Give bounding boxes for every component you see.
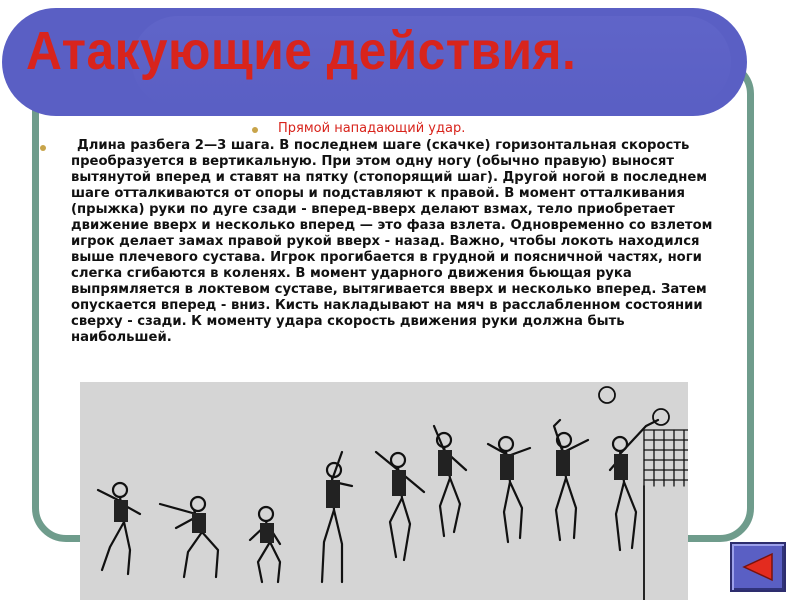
nav-back-button[interactable] [730, 542, 786, 592]
triangle-left-icon [740, 551, 776, 583]
player-figure-8 [554, 420, 588, 540]
subheading: Прямой нападающий удар. [278, 121, 466, 136]
net [644, 430, 688, 600]
body-text: Длина разбега 2—3 шага. В последнем шаге (скачке) горизонтальная скорость преобразуется в вертикальную. При этом одну ногу (обычно правую) выносят вытянутой вперед и ставят на пятку (стопорящий шаг). Другой ногой в последнем шаге отталкиваются от опоры и подставляют к правой. В момент отталкивания (прыжка) руки по дуге сзади - вперед-вверх делают взмах, тело приобретает движение вверх и несколько вперед — это фаза взлета. Одновременно со взлетом игрок делает замах правой рукой вверх - назад. Важно, чтобы локоть находился выше плечевого сустава. Игрок прогибается в грудной и поясничной частях, ноги слегка сгибаются в коленях. В момент ударного движения бьющая рука выпрямляется в локтевом суставе, вытягивается вверх и несколько вперед. Затем опускается вперед - вниз. Кисть накладывают на мяч в расслабленном состоянии сверху - сзади. К моменту удара скорость движения руки должна быть наибольшей. [71, 138, 713, 345]
player-figure-3 [250, 507, 280, 582]
player-figure-2 [160, 497, 218, 577]
player-figure-6 [434, 426, 466, 536]
attack-sequence-illustration [80, 382, 688, 600]
attack-sequence-drawing [80, 382, 688, 600]
player-figure-1 [98, 483, 140, 574]
player-figure-7 [488, 437, 530, 542]
player-figure-4 [322, 452, 352, 582]
slide-title: Атакующие действия. [26, 21, 577, 81]
player-figure-5 [376, 452, 424, 560]
bullet-dot-icon [252, 127, 258, 133]
bullet-dot-icon [40, 145, 46, 151]
